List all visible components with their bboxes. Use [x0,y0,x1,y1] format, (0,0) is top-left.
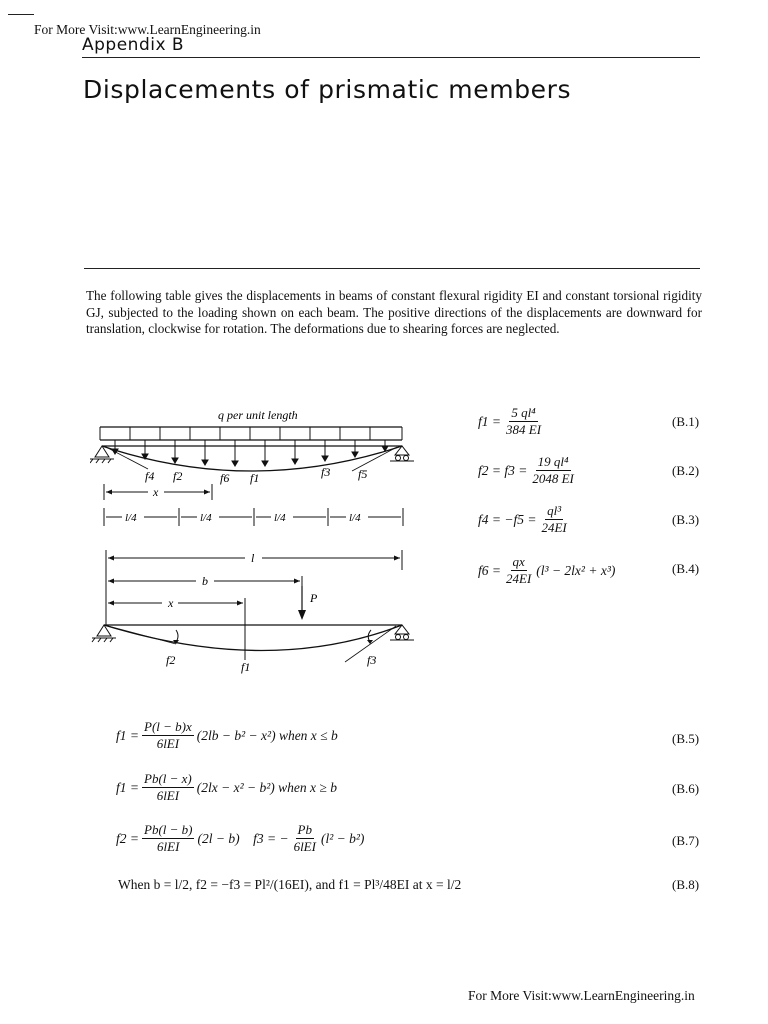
svg-text:l: l [251,551,255,565]
svg-text:l/4: l/4 [200,512,212,524]
corner-mark [8,14,34,15]
svg-text:f2: f2 [173,469,183,483]
uniform-load-diagram [90,400,430,535]
svg-text:f6: f6 [220,471,230,485]
load-label: q per unit length [218,408,298,422]
equation-number-b3: (B.3) [672,512,700,527]
equation-b6: f1 = $\frac{Pb(l - x)}{\text{6lEI}}$ (2lx − x² − b²) when x ≥ b [116,771,337,803]
equation-b5: f1 = $\frac{P(l - b)x}{\text{6lEI}}$ (2lb − b² − x²) when x ≤ b [116,719,338,751]
appendix-label: Appendix B [82,35,185,55]
svg-text:f3: f3 [367,653,377,667]
svg-text:f5: f5 [358,467,368,481]
svg-text:l/4: l/4 [125,512,137,524]
svg-text:f1: f1 [250,471,260,485]
svg-text:b: b [202,574,208,588]
equation-number-b7: (B.7) [672,833,700,848]
equation-number-b4: (B.4) [672,561,700,576]
equation-b7: f2 = $\frac{Pb(l - b)}{\text{6lEI}}$ (2l − b) f3 = − $\frac{Pb}{\text{6lEI}}$ (l² − b²) [116,822,365,854]
equation-b2: f2 = f3 = $\frac{\text{19 ql⁴}}{2048 EI}$ [478,454,574,486]
svg-text:f1: f1 [241,660,251,674]
svg-text:f3: f3 [321,465,331,479]
intro-paragraph: The following table gives the displacements in beams of constant flexural rigidity EI and constant torsional rigidity GJ, subjected to the loading shown on each beam. The positive directions of the displacements are downward for translation, clockwise for rotation. The deformations due to shearing forces are neglected. [86,288,702,337]
equation-b8: When b = l/2, f2 = −f3 = Pl²/(16EI), and f1 = Pl³/48EI at x = l/2 [118,877,462,892]
equation-b1: f1 = $\frac{\text{5 ql⁴}}{384 EI}$ [478,405,542,437]
svg-text:f2: f2 [166,653,176,667]
page-title: Displacements of prismatic members [83,75,572,104]
top-visit-link[interactable]: For More Visit:www.LearnEngineering.in [34,22,261,37]
equation-number-b6: (B.6) [672,781,700,796]
svg-text:x: x [153,485,159,499]
header-rule [82,57,700,58]
equation-number-b1: (B.1) [672,414,700,429]
equation-number-b5: (B.5) [672,731,700,746]
section-rule [84,268,700,269]
equation-number-b8: (B.8) [672,877,700,892]
equation-number-b2: (B.2) [672,463,700,478]
svg-text:l/4: l/4 [349,512,361,524]
equation-b4: f6 = $\frac{qx}{24EI}$ (l³ − 2lx² + x³) [478,554,616,586]
bottom-visit-link[interactable]: For More Visit:www.LearnEngineering.in [468,988,695,1003]
svg-text:f4: f4 [145,469,155,483]
equation-b3: f4 = −f5 = $\frac{\text{ql³}}{24EI}$ [478,503,567,535]
svg-text:l/4: l/4 [274,512,286,524]
svg-text:P: P [310,591,318,605]
point-load-diagram [90,540,430,680]
svg-text:x: x [168,596,174,610]
